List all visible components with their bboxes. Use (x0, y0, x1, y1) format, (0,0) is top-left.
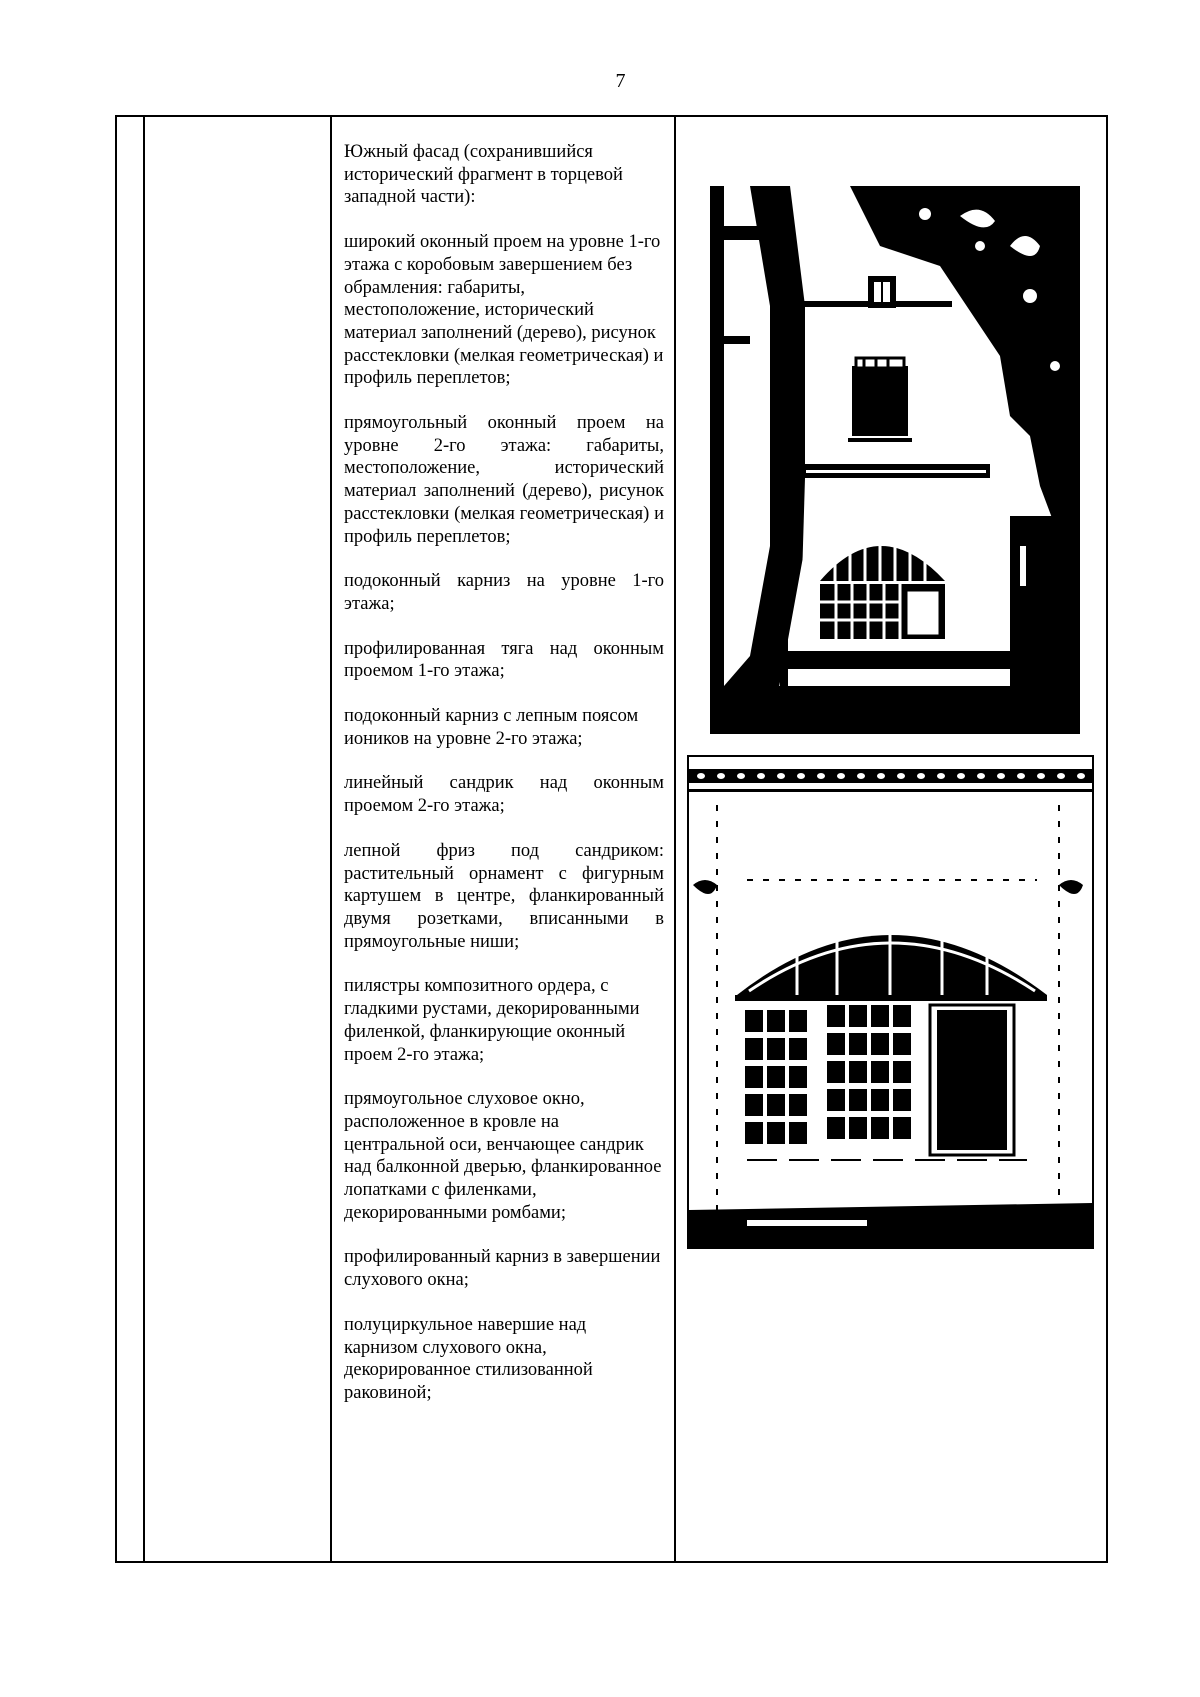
photo-cell (675, 116, 1107, 1562)
facade-photo (710, 186, 1080, 734)
section-heading: Южный фасад (сохранившийся исторический фрагмент в торцевой западной части): (344, 142, 623, 208)
page-number: 7 (615, 70, 626, 92)
list-item: полуциркульное навершие над карнизом слухового окна, декорированное стилизованной раковиной; (344, 1314, 593, 1403)
window-detail-photo (687, 755, 1094, 1249)
list-item: подоконный карниз с лепным поясом иоников на уровне 2-го этажа; (344, 706, 639, 749)
description-cell (331, 116, 675, 1562)
list-item: пилястры композитного ордера, с гладкими рустами, декорированными филенкой, фланкирующие оконный проем 2-го этажа; (344, 976, 640, 1065)
object-name-cell (144, 116, 331, 1562)
list-item: лепной фриз под сандриком: растительный орнамент с фигурным картушем в центре, фланкированный двумя розетками, вписанными в прямоугольные ниши; (344, 840, 664, 952)
list-item: подоконный карниз на уровне 1-го этажа; (344, 571, 664, 614)
document-table (115, 115, 1108, 1563)
list-item: линейный сандрик над оконным проемом 2-го этажа; (344, 773, 664, 817)
list-item: профилированный карниз в завершении слухового окна; (344, 1247, 661, 1291)
list-item: широкий оконный проем на уровне 1-го этажа с коробовым завершением без обрамления: габариты, местоположение, исторический материал заполнений (дерево), рисунок расстекловки (мелкая геометрическая) и профиль переплетов; (344, 232, 664, 389)
list-item: прямоугольный оконный проем на уровне 2-го этажа: габариты, местоположение, исторический материал заполнений (дерево), рисунок расстекловки (мелкая геометрическая) и профиль переплетов; (344, 413, 664, 547)
number-cell (116, 116, 144, 1562)
list-item: прямоугольное слуховое окно, расположенное в кровле на центральной оси, венчающее сандрик над балконной дверью, фланкированное лопатками с филенками, декорированными ромбами; (344, 1089, 662, 1223)
list-item: профилированная тяга над оконным проемом 1-го этажа; (344, 638, 664, 682)
table-row (116, 116, 1107, 1562)
